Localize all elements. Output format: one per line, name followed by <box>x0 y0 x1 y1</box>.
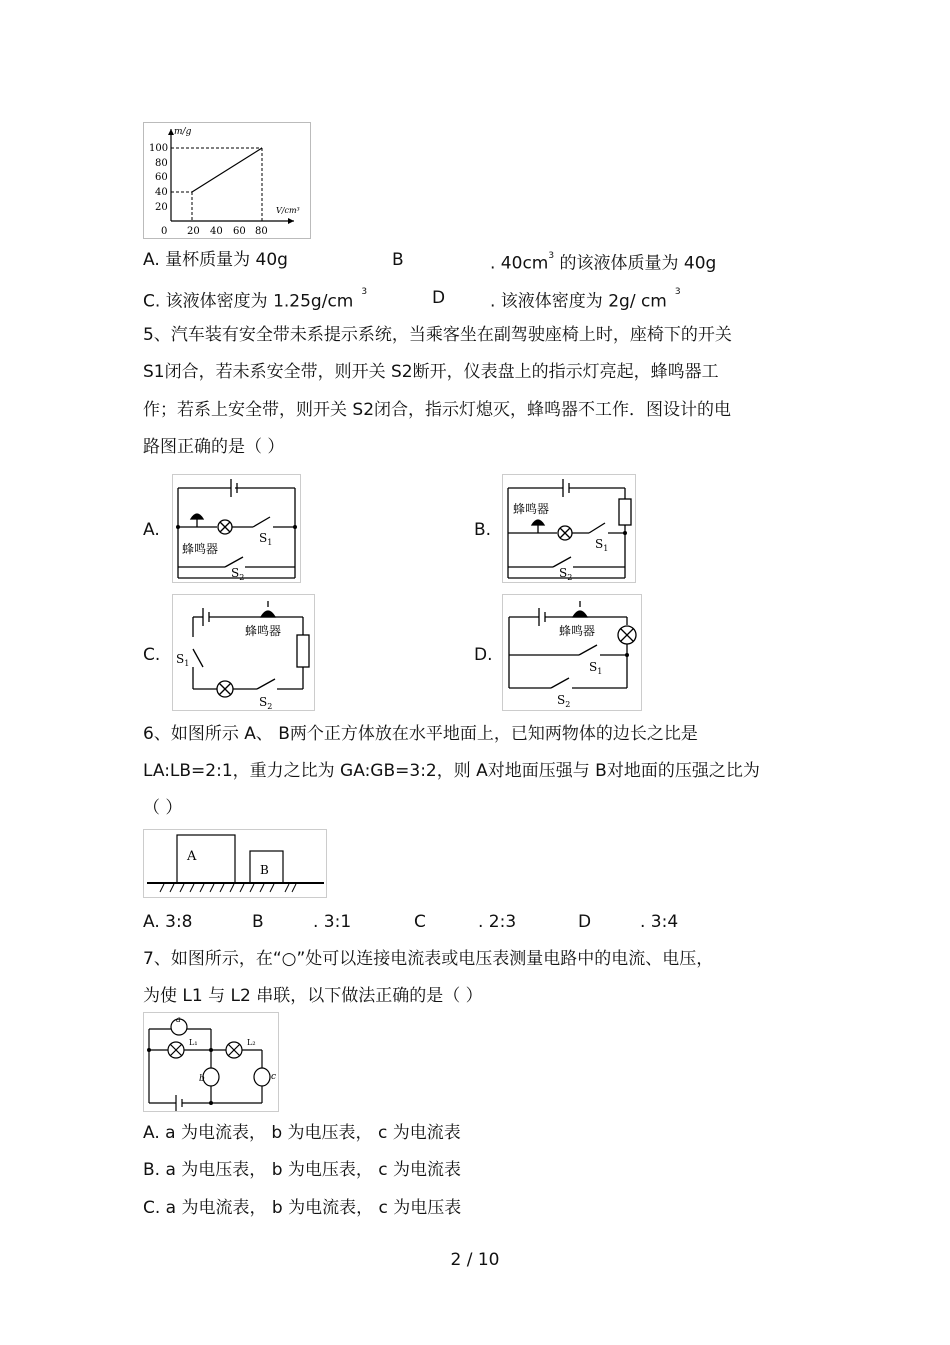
page-number: 2 / 10 <box>450 1250 500 1270</box>
q5-label-b: B. <box>474 520 492 540</box>
circuit-diagram-c <box>172 594 315 711</box>
q5-label-a: A. <box>143 520 160 540</box>
cube-a-label: A <box>187 849 197 864</box>
switch-label-s2: $S_2$ <box>559 566 573 582</box>
q6-stem-line: （ ） <box>143 798 183 818</box>
q4-option-b-letter: B <box>392 250 404 270</box>
circuit-diagram-b <box>502 474 636 583</box>
superscript: 3 <box>674 287 681 297</box>
lamp-l2-label: L₂ <box>247 1038 256 1047</box>
q4-option-c <box>143 287 367 313</box>
q6-option-d-letter: D <box>578 912 592 932</box>
buzzer-label: 蜂鸣器 <box>245 624 282 638</box>
lamp-l1-label: L₁ <box>189 1038 198 1047</box>
x-tick: 60 <box>233 226 246 237</box>
y-tick: 100 <box>149 143 169 154</box>
q4-option-d-text: . 该液体密度为 2g/ cm <box>490 291 667 312</box>
circuit-diagram-d <box>502 594 642 711</box>
q6-stem-line: 6、如图所示 A、 B两个正方体放在水平地面上，已知两物体的边长之比是 <box>143 724 698 744</box>
cube-b-label: B <box>260 863 269 877</box>
meter-b-label: b <box>199 1074 205 1084</box>
buzzer-label: 蜂鸣器 <box>513 502 550 516</box>
q7-option-b: B. a 为电压表， b 为电压表， c 为电流表 <box>143 1160 462 1180</box>
q6-option-c-letter: C <box>414 912 426 932</box>
circuit-diagram-q7 <box>143 1012 279 1112</box>
q5-label-c: C. <box>143 645 161 665</box>
q6-option-a: A. 3:8 <box>143 912 193 932</box>
q4-option-d-letter: D <box>432 288 446 308</box>
q5-stem-line: S1闭合，若未系安全带，则开关 S2断开，仪表盘上的指示灯亮起，蜂鸣器工 <box>143 362 719 382</box>
switch-label-s2: $S_2$ <box>231 566 245 582</box>
y-tick: 60 <box>155 172 168 183</box>
q7-stem-line: 7、如图所示，在“○”处可以连接电流表或电压表测量电路中的电流、电压， <box>143 949 714 969</box>
q4-option-b-text: . 40cm <box>490 253 549 274</box>
q6-stem-line: LA:LB=2:1，重力之比为 GA:GB=3:2，则 A对地面压强与 B对地面的压强之比为 <box>143 761 760 781</box>
circuit-diagram-a <box>172 474 301 583</box>
x-tick: 20 <box>187 226 200 237</box>
y-tick: 80 <box>155 158 168 169</box>
buzzer-label: 蜂鸣器 <box>182 542 219 556</box>
q5-stem-line: 作；若系上安全带，则开关 S2闭合，指示灯熄灭，蜂鸣器不工作．图设计的电 <box>143 400 732 420</box>
switch-label-s1: $S_1$ <box>259 531 273 547</box>
q5-stem-line: 5、汽车装有安全带未系提示系统，当乘客坐在副驾驶座椅上时，座椅下的开关 <box>143 325 732 345</box>
q5-stem-line: 路图正确的是（ ） <box>143 437 285 457</box>
q6-option-c: . 2:3 <box>478 912 517 932</box>
q4-option-c-text: C. 该液体密度为 1.25g/cm <box>143 291 354 312</box>
q6-option-d: . 3:4 <box>640 912 679 932</box>
y-tick: 40 <box>155 187 168 198</box>
superscript: 3 <box>548 251 555 261</box>
meter-a-label: a <box>176 1015 181 1024</box>
x-tick: 0 <box>161 226 168 237</box>
q4-option-d <box>490 287 681 313</box>
superscript: 3 <box>361 287 368 297</box>
switch-label-s1: $S_1$ <box>595 537 609 553</box>
q6-option-b-letter: B <box>252 912 264 932</box>
q7-stem-line: 为使 L1 与 L2 串联，以下做法正确的是（ ） <box>143 986 483 1006</box>
q4-option-b-tail: 的该液体质量为 40g <box>559 253 717 274</box>
switch-label-s1: $S_1$ <box>176 652 190 668</box>
switch-label-s2: $S_2$ <box>557 693 571 709</box>
switch-label-s1: $S_1$ <box>589 660 603 676</box>
q7-option-c: C. a 为电流表， b 为电流表， c 为电压表 <box>143 1198 462 1218</box>
meter-c-label: c <box>271 1072 277 1082</box>
cubes-on-ground-figure <box>143 829 327 898</box>
y-tick: 20 <box>155 202 168 213</box>
buzzer-label: 蜂鸣器 <box>559 624 596 638</box>
q4-option-a: A. 量杯质量为 40g <box>143 250 288 270</box>
x-tick: 40 <box>210 226 223 237</box>
switch-label-s2: $S_2$ <box>259 695 273 710</box>
x-tick: 80 <box>255 226 268 237</box>
mass-volume-graph <box>143 122 311 239</box>
q4-option-b <box>490 249 716 275</box>
y-axis-label: m/g <box>174 127 192 137</box>
q5-label-d: D. <box>474 645 493 665</box>
q7-option-a: A. a 为电流表， b 为电压表， c 为电流表 <box>143 1123 461 1143</box>
q6-option-b: . 3:1 <box>313 912 352 932</box>
x-axis-label: V/cm³ <box>276 206 300 215</box>
